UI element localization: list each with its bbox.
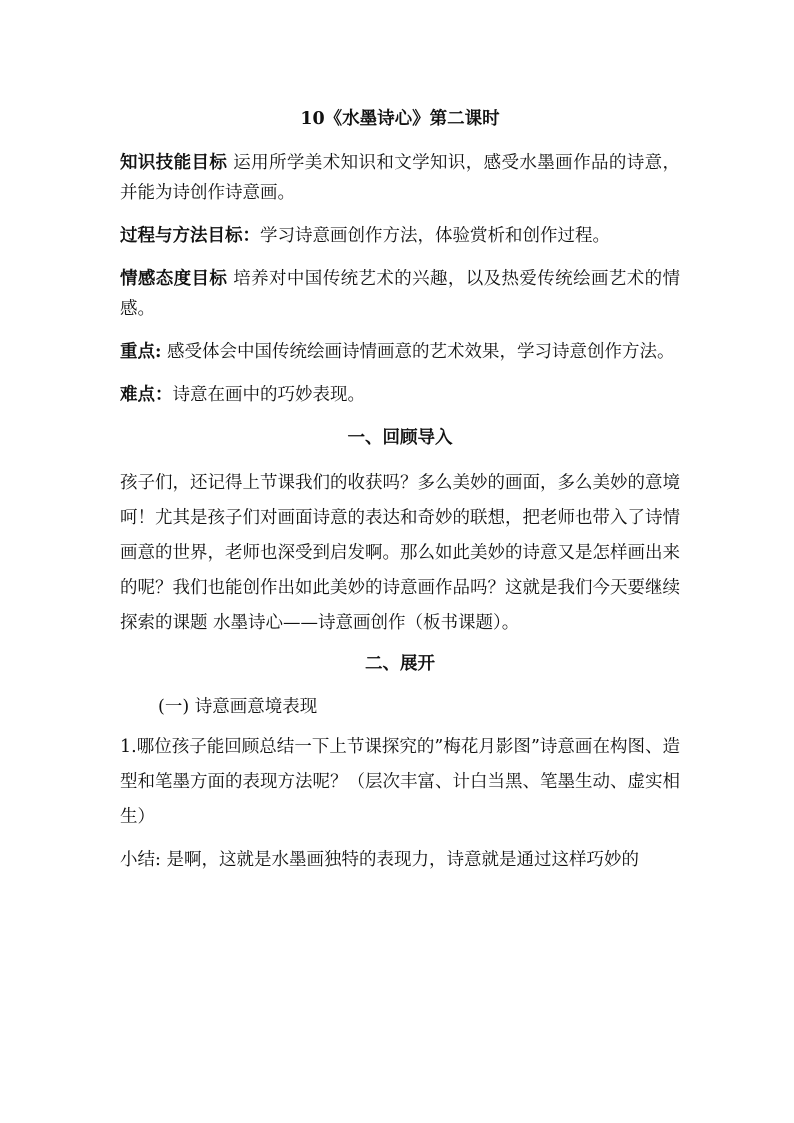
objective-text: 学习诗意画创作方法，体验赏析和创作过程。 bbox=[260, 226, 610, 246]
objective-attitude bbox=[120, 264, 680, 324]
objective-process bbox=[120, 221, 680, 251]
difficult-point bbox=[120, 380, 680, 410]
objective-knowledge bbox=[120, 148, 680, 208]
key-point bbox=[120, 337, 680, 367]
objective-text: 运用所学美术知识和文学知识，感受水墨画作品的诗意，并能为诗创作诗意画。 bbox=[120, 153, 680, 203]
section-heading-review: 一、回顾导入 bbox=[347, 428, 453, 448]
objective-label: 情感态度目标 bbox=[120, 269, 228, 289]
objective-label: 知识技能目标 bbox=[120, 153, 228, 173]
sub-heading-artistic-conception: (一) 诗意画意境表现 bbox=[158, 697, 318, 717]
objective-text: 诗意在画中的巧妙表现。 bbox=[172, 385, 365, 405]
page-title: 10《水墨诗心》第二课时 bbox=[300, 109, 500, 129]
objective-label: 过程与方法目标： bbox=[120, 226, 260, 246]
question-paragraph: 1.哪位孩子能回顾总结一下上节课探究的”梅花月影图”诗意画在构图、造型和笔墨方面的表现方法呢？（层次丰富、计白当黑、笔墨生动、虚实相生） bbox=[120, 737, 680, 827]
summary-paragraph: 小结: 是啊，这就是水墨画独特的表现力，诗意就是通过这样巧妙的 bbox=[120, 850, 639, 870]
objective-text: 培养对中国传统艺术的兴趣，以及热爱传统绘画艺术的情感。 bbox=[120, 269, 680, 319]
objective-label: 重点: bbox=[120, 342, 162, 362]
section-heading-expand: 二、展开 bbox=[365, 654, 435, 674]
document-content bbox=[120, 104, 680, 886]
section-review-body: 孩子们，还记得上节课我们的收获吗？多么美妙的画面，多么美妙的意境呵！尤其是孩子们对画面诗意的表达和奇妙的联想，把老师也带入了诗情画意的世界，老师也深受到启发啊。那么如此美妙的诗意又是怎样画出来的呢？我们也能创作出如此美妙的诗意画作品吗？这就是我们今天要继续探索的课题 水墨诗心——诗意画创作（板书课题）。 bbox=[120, 473, 680, 633]
objective-label: 难点： bbox=[120, 385, 173, 405]
objective-text: 感受体会中国传统绘画诗情画意的艺术效果，学习诗意创作方法。 bbox=[167, 342, 675, 362]
